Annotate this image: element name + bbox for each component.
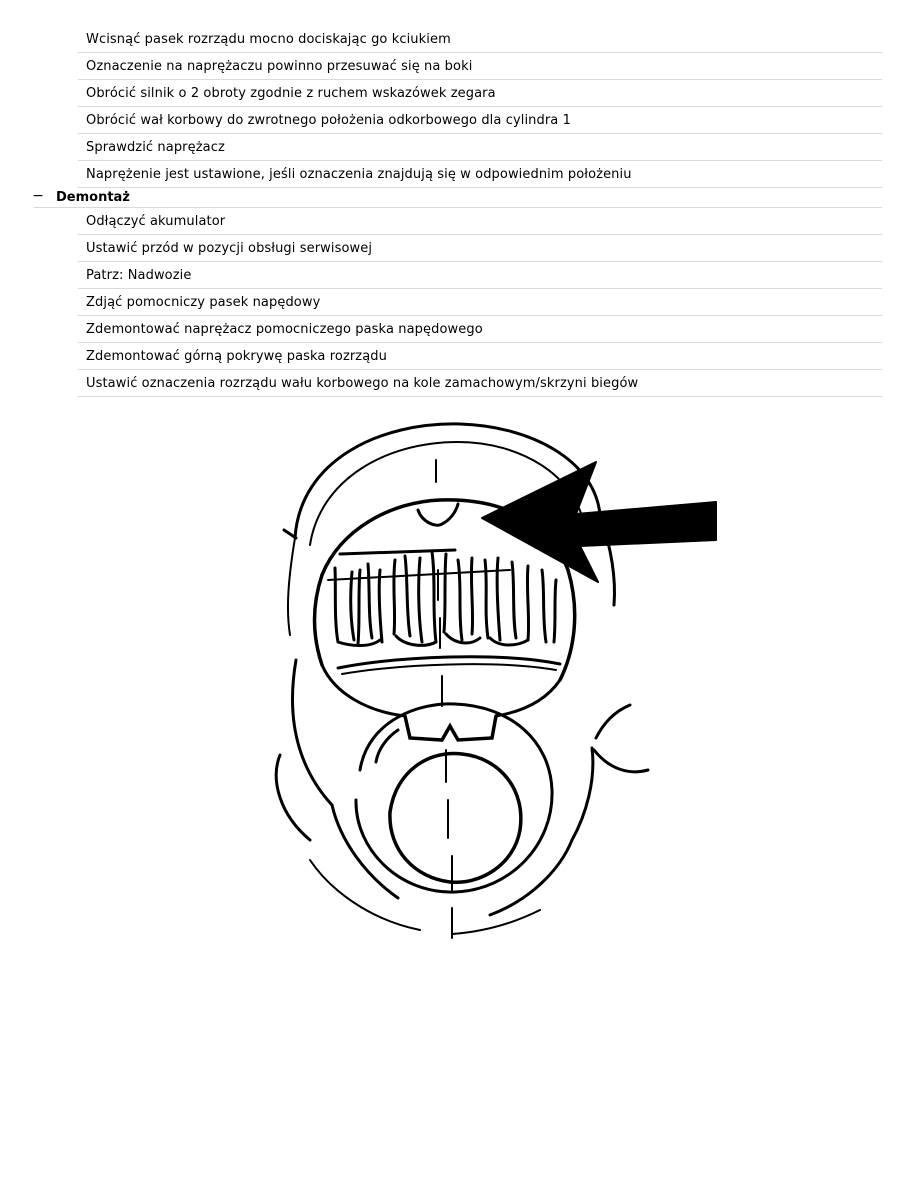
step-text: Obrócić wał korbowy do zwrotnego położenia odkorbowego dla cylindra 1	[86, 113, 571, 128]
list-item	[78, 262, 882, 289]
collapse-toggle[interactable]: −	[32, 188, 44, 204]
section-title: Demontaż	[56, 190, 130, 205]
step-text: Zdjąć pomocniczy pasek napędowy	[86, 295, 321, 310]
list-item	[78, 208, 882, 235]
list-item	[78, 370, 882, 397]
list-item	[78, 107, 882, 134]
step-text: Ustawić przód w pozycji obsługi serwisowej	[86, 241, 373, 256]
list-item	[78, 316, 882, 343]
list-item	[78, 53, 882, 80]
step-text: Wcisnąć pasek rozrządu mocno dociskając go kciukiem	[86, 32, 451, 47]
flywheel-timing-mark-drawing-icon	[200, 420, 720, 940]
list-item	[78, 289, 882, 316]
procedure-list	[0, 26, 918, 397]
step-text: Oznaczenie na naprężaczu powinno przesuwać się na boki	[86, 59, 473, 74]
list-item	[78, 134, 882, 161]
step-text: Naprężenie jest ustawione, jeśli oznaczenia znajdują się w odpowiednim położeniu	[86, 167, 632, 182]
step-text: Zdemontować górną pokrywę paska rozrządu	[86, 349, 387, 364]
pointer-arrow-icon	[482, 462, 716, 582]
step-text: Patrz: Nadwozie	[86, 268, 192, 283]
step-text: Sprawdzić naprężacz	[86, 140, 225, 155]
list-item	[78, 26, 882, 53]
flywheel-timing-mark-illustration	[200, 420, 720, 940]
step-text: Zdemontować naprężacz pomocniczego paska napędowego	[86, 322, 483, 337]
section-header-demontaz	[34, 188, 882, 208]
step-text: Odłączyć akumulator	[86, 214, 226, 229]
list-item	[78, 235, 882, 262]
step-text: Obrócić silnik o 2 obroty zgodnie z ruchem wskazówek zegara	[86, 86, 496, 101]
list-item	[78, 80, 882, 107]
step-text: Ustawić oznaczenia rozrządu wału korbowego na kole zamachowym/skrzyni biegów	[86, 376, 639, 391]
list-item	[78, 343, 882, 370]
list-item	[78, 161, 882, 188]
